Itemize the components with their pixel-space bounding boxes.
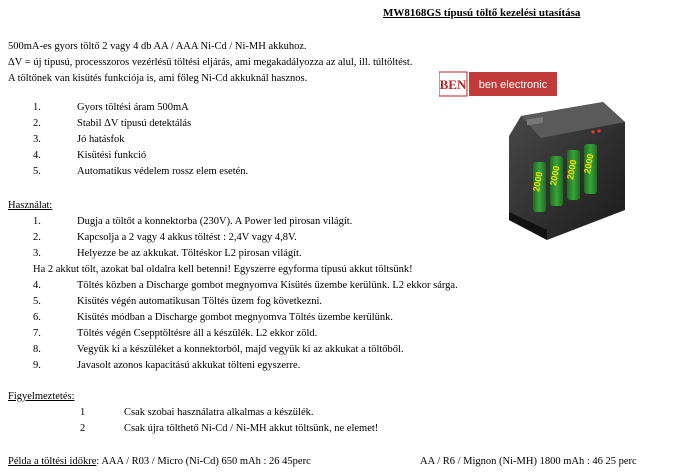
battery-label: 2000 (531, 170, 545, 193)
battery-label: 2000 (548, 164, 562, 187)
feature-item: 3. Jó hatásfok (33, 134, 125, 145)
charger-photo (507, 102, 629, 242)
usage-step: 4. Töltés közben a Discharge gombot megnyomva Kisütés üzembe kerülünk. L2 ekkor sárga. (33, 280, 458, 291)
usage-step: 1. Dugja a töltőt a konnektorba (230V). A Power led pirosan világít. (33, 216, 353, 227)
intro-line-1: 500mA-es gyors töltő 2 vagy 4 db AA / AAA Ni-Cd / Ni-MH akkuhoz. (8, 41, 307, 52)
logo-text: ben electronic (478, 79, 548, 91)
usage-step: 6. Kisütés módban a Discharge gombot megnyomva Töltés üzembe kerülünk. (33, 312, 394, 323)
example-label: Példa a töltési időkre (8, 456, 97, 467)
warnings-heading: Figyelmeztetés: (8, 391, 75, 402)
usage-note: Ha 2 akkut tölt, azokat bal oldalra kell betenni! Egyszerre egyforma típusú akkut töltsünk! (33, 264, 413, 275)
logo-mark: BEN (439, 77, 467, 92)
usage-step: 7. Töltés végén Csepptöltésre áll a készülék. L2 ekkor zöld. (33, 328, 318, 339)
example-aaa: Példa a töltési időkre: AAA / R03 / Micro (Ni-Cd) 650 mAh : 26 45perc (8, 456, 311, 467)
feature-item: 1. Gyors töltési áram 500mA (33, 102, 189, 113)
battery-label: 2000 (582, 152, 596, 175)
feature-item: 4. Kisütési funkció (33, 150, 147, 161)
usage-step: 5. Kisütés végén automatikusan Töltés üzem fog következni. (33, 296, 323, 307)
usage-step: 8. Vegyük ki a készüléket a konnektorból, majd vegyük ki az akkukat a töltőből. (33, 344, 404, 355)
warning-item: 2 Csak újra tölthető Ni-Cd / Ni-MH akkut töltsünk, ne elemet! (80, 423, 379, 434)
usage-step: 3. Helyezze be az akkukat. Töltéskor L2 pirosan világít. (33, 248, 302, 259)
battery-label: 2000 (565, 158, 579, 181)
example-aa: AA / R6 / Mignon (Ni-MH) 1800 mAh : 46 25 perc (420, 456, 637, 467)
usage-step: 2. Kapcsolja a 2 vagy 4 akkus töltést : 2,4V vagy 4,8V. (33, 232, 297, 243)
intro-line-2: ΔV = új típusú, processzoros vezérlésű töltési eljárás, ami megakadályozza az alul, ill. túltöltést. (8, 57, 413, 68)
page-title: MW8168GS típusú töltő kezelési utasítása (383, 7, 581, 19)
ben-electronic-logo (439, 70, 559, 98)
feature-item: 2. Stabil ΔV típusú detektálás (33, 118, 192, 129)
usage-step: 9. Javasolt azonos kapacitású akkukat tölteni egyszerre. (33, 360, 301, 371)
warning-item: 1 Csak szobai használatra alkalmas a készülék. (80, 407, 314, 418)
intro-line-3: A töltőnek van kisütés funkciója is, ami főleg Ni-Cd akkuknál hasznos. (8, 73, 308, 84)
feature-item: 5. Automatikus védelem rossz elem esetén. (33, 166, 249, 177)
usage-heading: Használat: (8, 200, 53, 211)
